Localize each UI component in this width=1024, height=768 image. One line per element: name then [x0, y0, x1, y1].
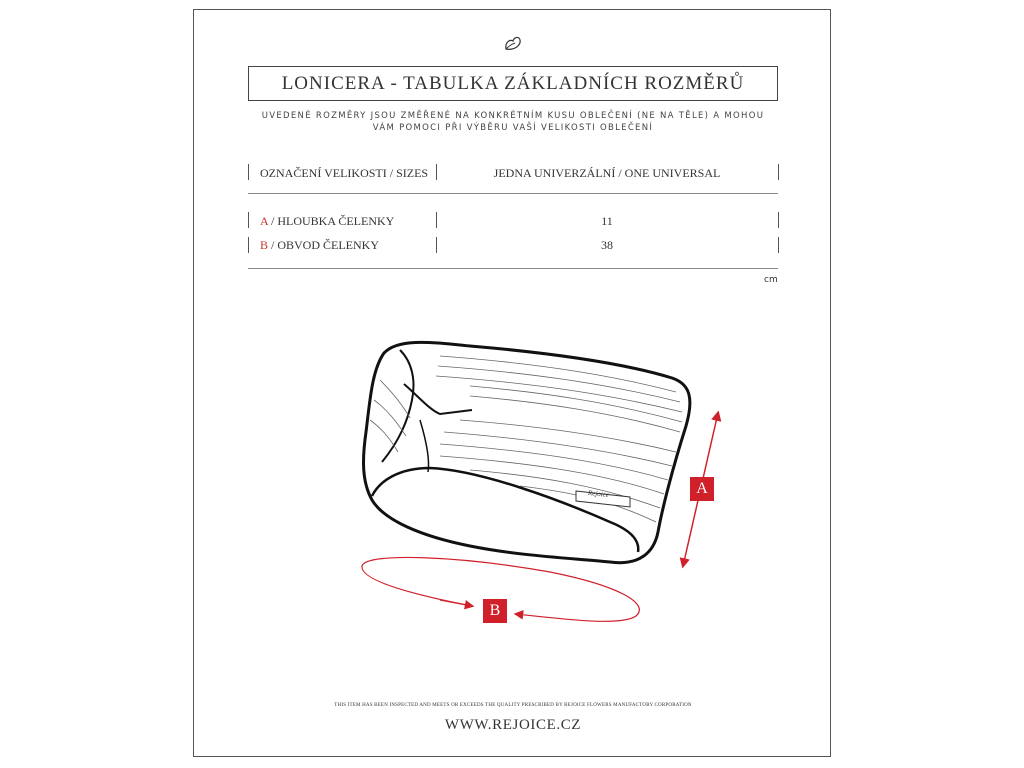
page-title: LONICERA - TABULKA ZÁKLADNÍCH ROZMĚRŮ [281, 72, 745, 94]
table-header-value: JEDNA UNIVERZÁLNÍ / ONE UNIVERSAL [493, 166, 721, 180]
subtitle: UVEDENÉ ROZMĚRY JSOU ZMĚŘENÉ NA KONKRÉTNÍM KUSU OBLEČENÍ (NE NA TĚLE) A MOHOU VÁM POMOCI PŘI VÝBĚRU VAŠÍ VELIKOSTI OBLEČENÍ [261, 111, 765, 133]
table-header-label: OZNAČENÍ VELIKOSTI / SIZES [260, 166, 429, 180]
brand-tag-text: Rejoice [587, 488, 610, 500]
row-label: / OBVOD ČELENKY [268, 238, 380, 252]
row-value: 38 [601, 238, 613, 252]
website-link[interactable]: WWW.REJOICE.CZ [444, 717, 582, 733]
row-letter: A [260, 214, 269, 228]
quality-note: THIS ITEM HAS BEEN INSPECTED AND MEETS OR EXCEEDS THE QUALITY PRESCRIBED BY REJOICE FLOWERS MANUFACTORY CORPORATION [334, 703, 692, 708]
row-value: 11 [601, 214, 613, 228]
row-letter: B [260, 238, 269, 252]
row-label: / HLOUBKA ČELENKY [268, 214, 395, 228]
unit-label: cm [764, 275, 778, 285]
marker-b: B [483, 599, 507, 623]
marker-a: A [690, 477, 714, 501]
